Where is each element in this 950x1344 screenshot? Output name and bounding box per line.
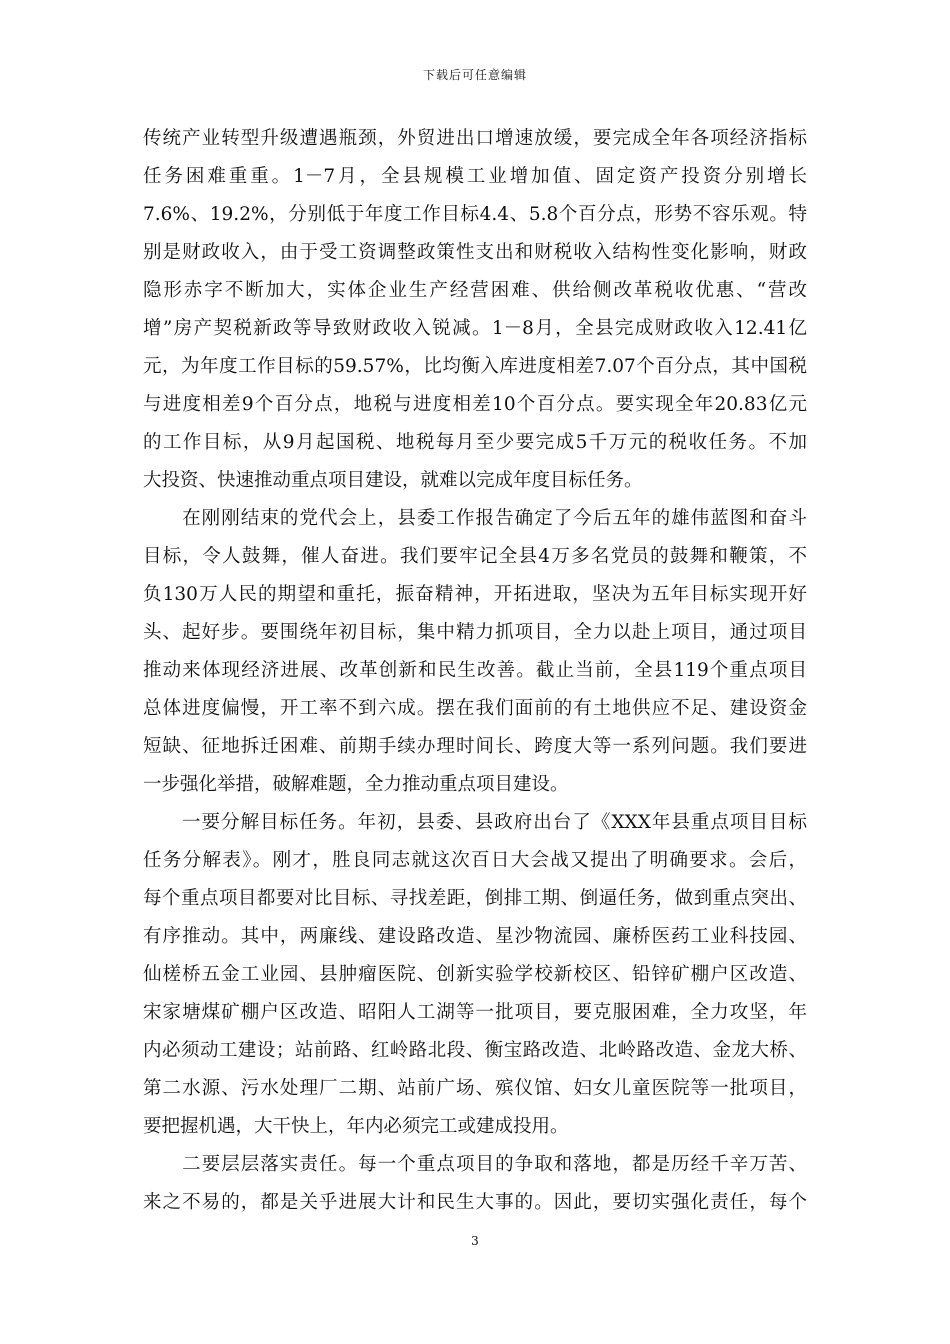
text-line: 一步强化举措，破解难题，全力推动重点项目建设。 [143,774,569,795]
text-line: 有序推动。其中，两廉线、建设路改造、星沙物流园、廉桥医药工业科技园、 [143,926,807,947]
text-line: 别是财政收入，由于受工资调整政策性支出和财税收入结构性变化影响，财政 [143,242,807,263]
text-line: 任务困难重重。1－7月，全县规模工业增加值、固定资产投资分别增长 [143,166,807,187]
text-line: 与进度相差9个百分点，地税与进度相差10个百分点。要实现全年20.83亿元 [143,394,807,415]
text-line: 头、起好步。要围绕年初目标，集中精力抓项目，全力以赴上项目，通过项目 [143,622,807,643]
text-line: 来之不易的，都是关乎进展大计和民生大事的。因此，要切实强化责任，每个 [143,1192,807,1213]
page-number: 3 [471,1234,479,1248]
text-line: 传统产业转型升级遭遇瓶颈，外贸进出口增速放缓，要完成全年各项经济指标 [143,128,807,149]
text-line: 第二水源、污水处理厂二期、站前广场、殡仪馆、妇女儿童医院等一批项目， [143,1078,807,1099]
page-header: 下载后可任意编辑 [422,68,527,82]
text-line: 负130万人民的期望和重托，振奋精神，开拓进取，坚决为五年目标实现开好 [143,584,807,605]
text-line: 二要层层落实责任。每一个重点项目的争取和落地，都是历经千辛万苦、 [143,1154,807,1175]
text-line: 在刚刚结束的党代会上，县委工作报告确定了今后五年的雄伟蓝图和奋斗 [143,508,807,529]
text-line: 总体进度偏慢，开工率不到六成。摆在我们面前的有土地供应不足、建设资金 [143,698,807,719]
text-line: 元，为年度工作目标的59.57%，比均衡入库进度相差7.07个百分点，其中国税 [143,356,807,377]
text-line: 仙槎桥五金工业园、县肿瘤医院、创新实验学校新校区、铅锌矿棚户区改造、 [143,964,807,985]
text-line: 增”房产契税新政等导致财政收入锐减。1－8月，全县完成财政收入12.41亿 [143,318,807,339]
text-line: 要把握机遇，大干快上，年内必须完工或建成投用。 [143,1116,569,1137]
text-line: 内必须动工建设；站前路、红岭路北段、衡宝路改造、北岭路改造、金龙大桥、 [143,1040,807,1061]
text-line: 一要分解目标任务。年初，县委、县政府出台了《XXX年县重点项目目标 [143,812,807,833]
text-line: 隐形赤字不断加大，实体企业生产经营困难、供给侧改革税收优惠、“营改 [143,280,807,301]
text-line: 短缺、征地拆迁困难、前期手续办理时间长、跨度大等一系列问题。我们要进 [143,736,807,757]
text-line: 大投资、快速推动重点项目建设，就难以完成年度目标任务。 [143,470,643,491]
text-line: 目标，令人鼓舞，催人奋进。我们要牢记全县4万多名党员的鼓舞和鞭策，不 [143,546,807,567]
text-line: 宋家塘煤矿棚户区改造、昭阳人工湖等一批项目，要克服困难，全力攻坚，年 [143,1002,807,1023]
text-line: 每个重点项目都要对比目标、寻找差距，倒排工期、倒逼任务，做到重点突出、 [143,888,807,909]
text-line: 7.6%、19.2%，分别低于年度工作目标4.4、5.8个百分点，形势不容乐观。特 [143,204,807,225]
text-line: 任务分解表》。刚才，胜良同志就这次百日大会战又提出了明确要求。会后， [143,850,807,871]
text-line: 推动来体现经济进展、改革创新和民生改善。截止当前，全县119个重点项目 [143,660,807,681]
document-body [143,120,807,1222]
text-line: 的工作目标，从9月起国税、地税每月至少要完成5千万元的税收任务。不加 [143,432,807,453]
